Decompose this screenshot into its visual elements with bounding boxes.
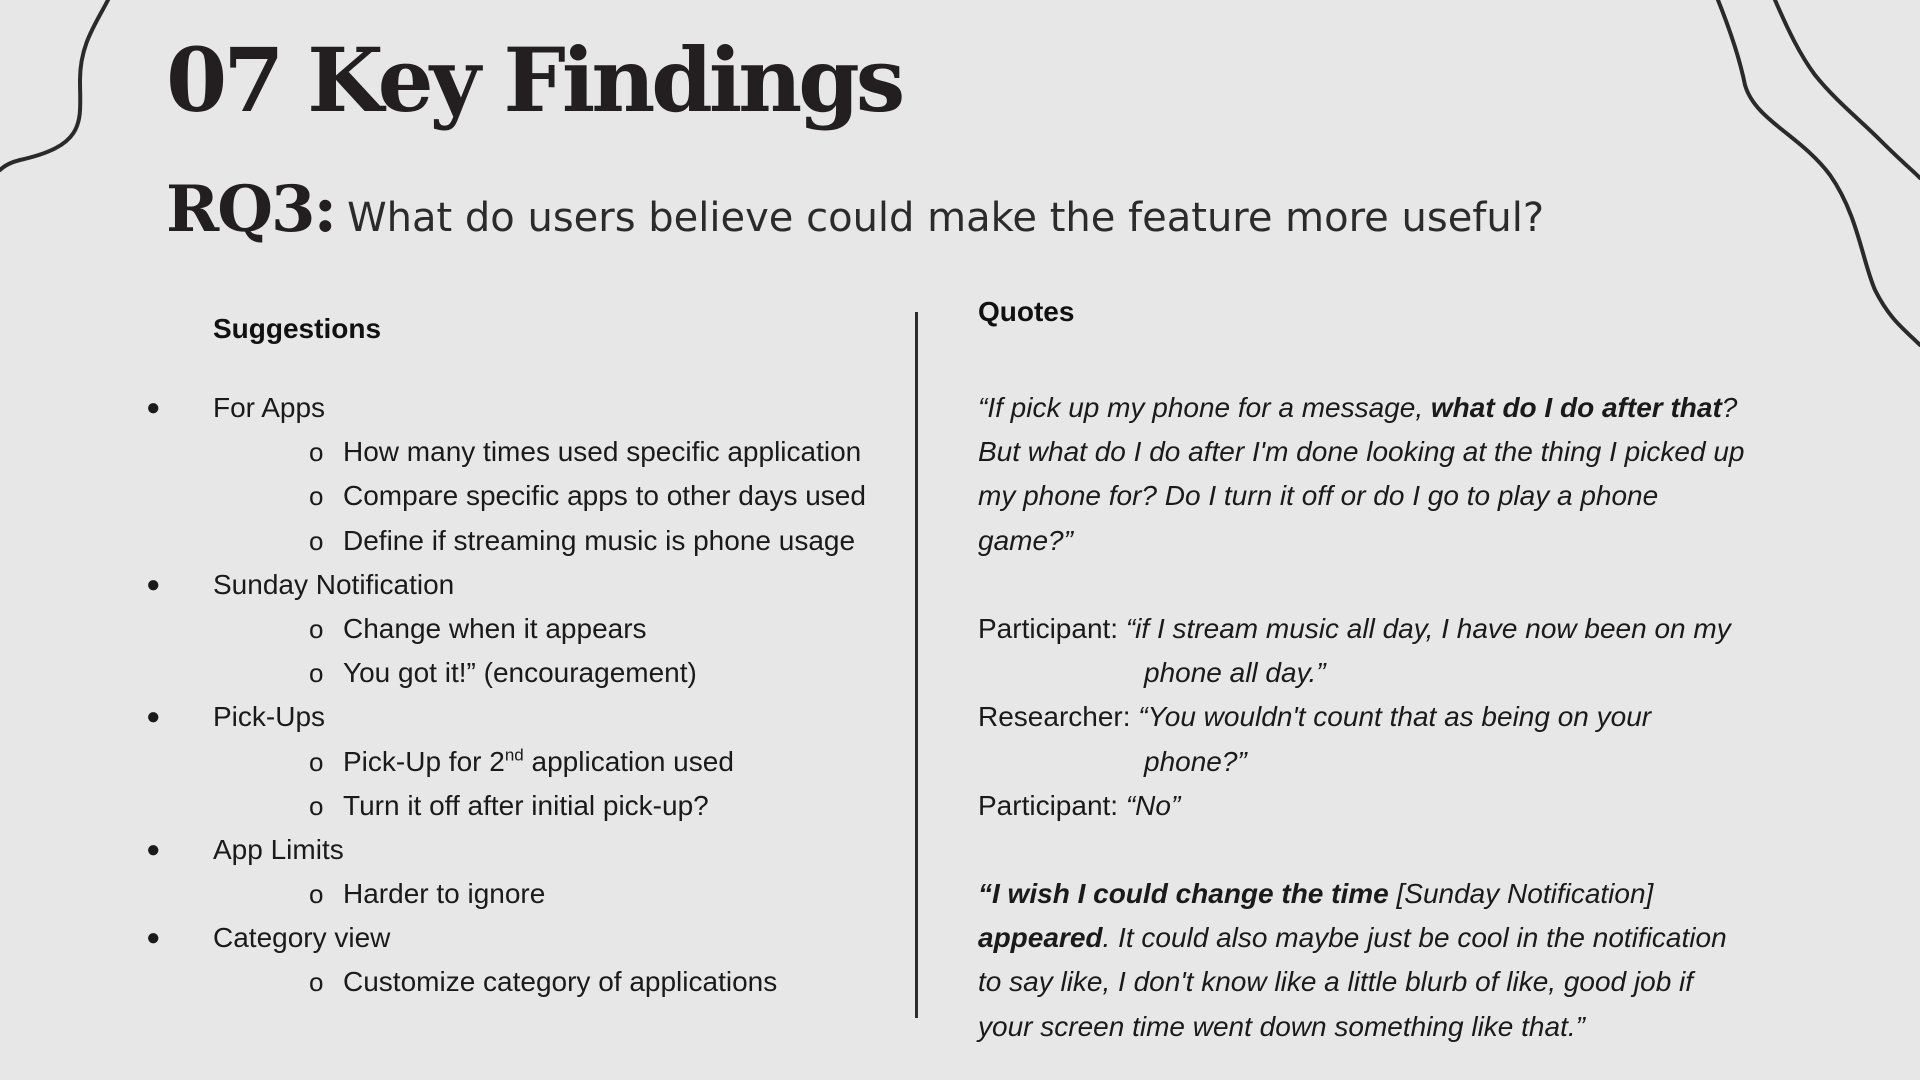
suggestion-label: Category view: [213, 922, 391, 954]
column-divider: [915, 312, 918, 1018]
list-item: [0, 740, 905, 784]
quote-line: [978, 1005, 1898, 1049]
list-item: [0, 607, 905, 651]
quote-text: But what do I do after I'm done looking at the thing I picked up: [978, 436, 1745, 468]
quote-text: game?”: [978, 524, 1073, 556]
suggestion-label: Sunday Notification: [213, 568, 455, 600]
speaker-label: Participant:: [978, 612, 1126, 644]
quote-line: [978, 519, 1898, 563]
sub-bullet-icon: o: [309, 879, 324, 910]
quote-line: [978, 386, 1898, 430]
dialogue-text: phone all day.”: [1144, 657, 1326, 689]
list-item: [0, 872, 905, 916]
bullet-icon: ●: [146, 394, 161, 421]
quote-emphasis: what do I do after that: [1430, 392, 1722, 423]
quotes-heading: Quotes: [978, 296, 1075, 327]
suggestion-item: You got it!” (encouragement): [343, 657, 697, 689]
quote-line: [978, 872, 1898, 916]
spacer: [978, 563, 1898, 607]
suggestion-item: [343, 740, 734, 784]
quote-text: . It could also maybe just be cool in the notification: [1102, 922, 1727, 954]
suggestion-item: Define if streaming music is phone usage: [343, 524, 856, 556]
list-item: [0, 519, 905, 563]
quote-line: [978, 430, 1898, 474]
list-item: [0, 430, 905, 474]
speaker-label: Participant:: [978, 789, 1126, 821]
list-item: [0, 916, 905, 960]
list-item: [0, 695, 905, 739]
suggestion-label: App Limits: [213, 833, 344, 865]
dialogue-line: [978, 784, 1898, 828]
suggestion-item: How many times used specific application: [343, 436, 862, 468]
dialogue-text: “if I stream music all day, I have now been on my: [1125, 612, 1731, 644]
sub-bullet-icon: o: [309, 525, 324, 556]
suggestion-label: Pick-Ups: [213, 701, 326, 733]
suggestion-item: Change when it appears: [343, 612, 647, 644]
quote-line: [978, 960, 1898, 1004]
suggestion-label: For Apps: [213, 392, 326, 423]
bullet-icon: ●: [146, 703, 161, 731]
spacer: [978, 828, 1898, 872]
dialogue-line: [978, 651, 1898, 695]
sub-bullet-icon: o: [309, 967, 324, 998]
quote-text: my phone for? Do I turn it off or do I go to play a phone: [978, 480, 1659, 512]
quote-text: [Sunday Notification]: [1388, 878, 1654, 910]
dialogue-text: “No”: [1125, 789, 1181, 821]
dialogue-line: [978, 607, 1898, 651]
quote-text: your screen time went down something like that.”: [978, 1010, 1585, 1042]
sub-bullet-icon: o: [309, 658, 324, 689]
suggestion-item-text: Pick-Up for 2: [343, 745, 505, 777]
list-item: [0, 828, 905, 872]
list-item: [0, 784, 905, 828]
quote-text: ?: [1721, 392, 1738, 423]
list-item: [0, 960, 905, 1004]
dialogue-text: phone?”: [1144, 745, 1247, 777]
suggestion-item-text: application used: [523, 745, 734, 777]
sub-bullet-icon: o: [309, 746, 324, 777]
suggestion-item: Harder to ignore: [343, 878, 546, 910]
quote-text: to say like, I don't know like a little blurb of like, good job if: [978, 966, 1694, 998]
bullet-icon: ●: [146, 924, 161, 952]
quotes-block: [978, 386, 1898, 1049]
suggestion-item: Compare specific apps to other days used: [343, 480, 866, 512]
quote-emphasis: “I wish I could change the time: [978, 878, 1389, 910]
speaker-label: Researcher:: [978, 701, 1139, 733]
quote-line: [978, 916, 1898, 960]
sub-bullet-icon: o: [309, 437, 324, 468]
dialogue-text: “You wouldn't count that as being on your: [1138, 701, 1652, 733]
decorative-curve-top-right-2: [1775, 0, 1920, 178]
sub-bullet-icon: o: [309, 790, 324, 821]
suggestions-list: [0, 386, 905, 1005]
rq-label: RQ3:: [166, 172, 336, 247]
bullet-icon: ●: [146, 835, 161, 863]
quote-emphasis: appeared: [978, 922, 1103, 954]
decorative-curve-top-right-1: [1718, 0, 1920, 345]
list-item: [0, 651, 905, 695]
sub-bullet-icon: o: [309, 613, 324, 644]
decorative-curve-top-left: [0, 0, 108, 170]
dialogue-line: [978, 695, 1898, 739]
list-item: [0, 474, 905, 518]
suggestion-item: Customize category of applications: [343, 966, 778, 998]
page-title: 07 Key Findings: [166, 28, 902, 132]
bullet-icon: ●: [146, 570, 161, 598]
sub-bullet-icon: o: [309, 481, 324, 512]
quote-line: [978, 474, 1898, 518]
list-item: [0, 563, 905, 607]
ordinal-superscript: nd: [504, 745, 524, 765]
suggestions-heading: Suggestions: [213, 313, 382, 344]
suggestion-item: Turn it off after initial pick-up?: [343, 789, 709, 821]
rq-question: What do users believe could make the feature more useful?: [347, 195, 1545, 241]
dialogue-line: [978, 740, 1898, 784]
quote-text: “If pick up my phone for a message,: [978, 392, 1431, 423]
research-question: [166, 172, 1544, 247]
list-item: [0, 386, 905, 430]
